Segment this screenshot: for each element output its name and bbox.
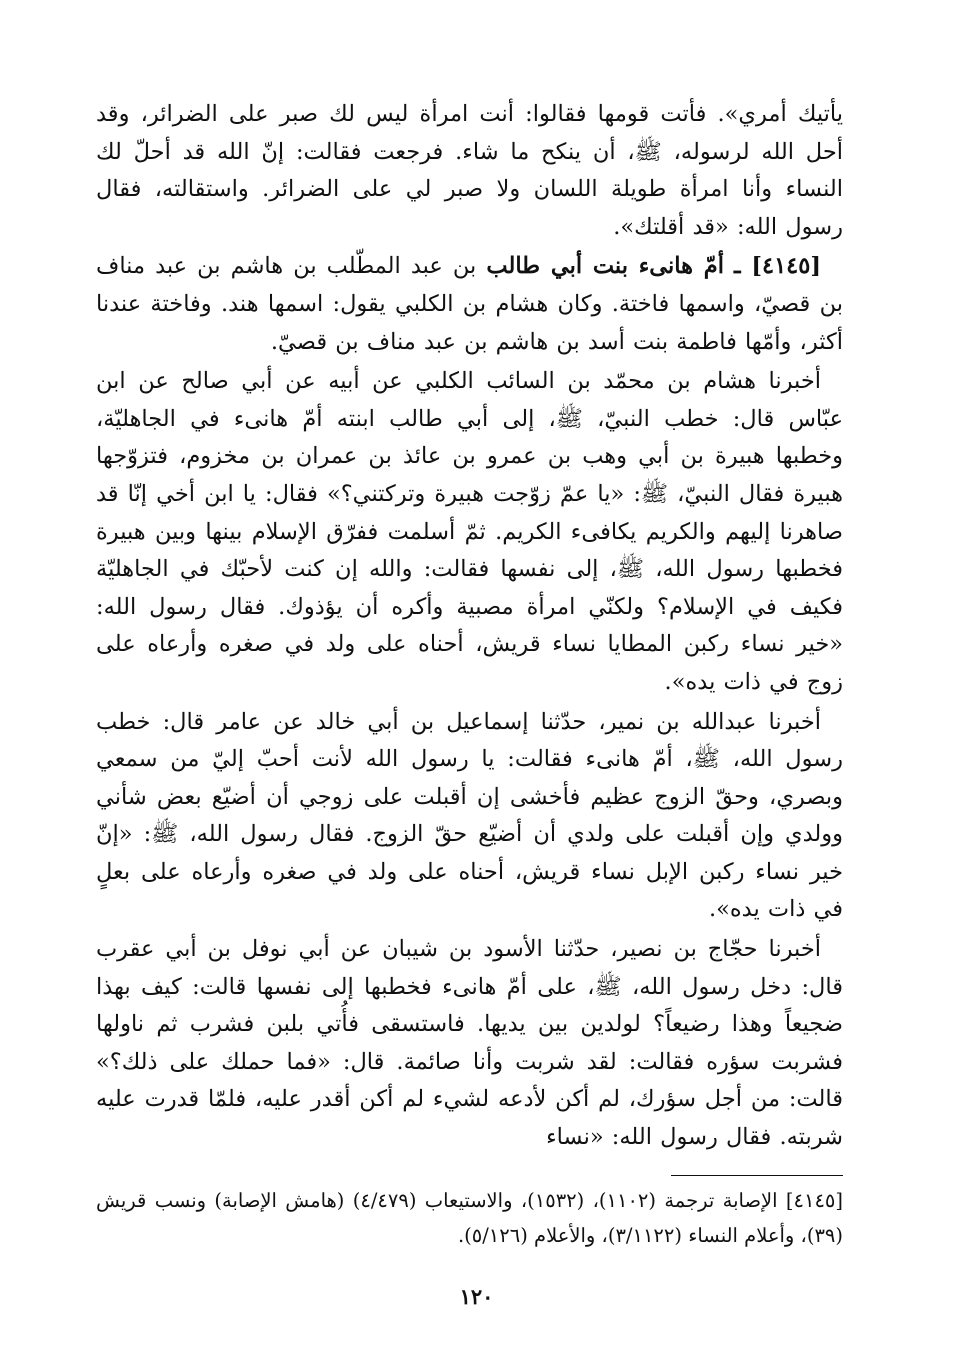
- paragraph-4: أخبرنا عبدالله بن نمير، حدّثنا إسماعيل بن أبي خالد عن عامر قال: خطب رسول الله، ﷺ، أمّ هانىء فقالت: يا رسول الله لأنت أحبّ إليّ من سمعي وبصري، وحقّ الزوج عظيم فأخشى إن أقبلت على زوجي أن أضيّع بعض شأني وولدي وإن أقبلت على ولدي أن أضيّع حقّ الزوج. فقال رسول الله، ﷺ: «إنّ خير نساء ركبن الإبل نساء قريش، أحناه على ولد في صغره وأرعاه على بعلٍ في ذات يده».: [96, 708, 843, 923]
- entry-name: أمّ هانىء بنت أبي طالب: [486, 253, 724, 280]
- paragraph-3: أخبرنا هشام بن محمّد بن السائب الكلبي عن أبيه عن أبي صالح عن ابن عبّاس قال: خطب النبيّ، ﷺ، إلى أبي طالب ابنته أمّ هانىء في الجاهليّة، وخطبها هبيرة بن أبي وهب بن عمرو بن عائذ بن عمران بن مخزوم، فتزوّجها هبيرة فقال النبيّ، ﷺ: «يا عمّ زوّجت هبيرة وتركتني؟» فقال: يا ابن أخي إنّا قد صاهرنا إليهم والكريم يكافىء الكريم. ثمّ أسلمت ففرّق الإسلام بينها وبين هبيرة فخطبها رسول الله، ﷺ، إلى نفسها فقالت: والله إن كنت لأحبّك في الجاهليّة فكيف في الإسلام؟ ولكنّي امرأة مصبية وأكره أن يؤذوك. فقال رسول الله: «خير نساء ركبن المطايا نساء قريش، أحناه على ولد في صغره وأرعاه على زوج في ذات يده».: [96, 368, 843, 695]
- page-body: [96, 96, 843, 1157]
- paragraph-1: يأتيك أمري». فأتت قومها فقالوا: أنت امرأة ليس لك صبر على الضرائر، وقد أحل الله لرسوله، ﷺ، أن ينكح ما شاء. فرجعت فقالت: إنّ الله قد أحلّ لك النساء وأنا امرأة طويلة اللسان ولا صبر لي على الضرائر. واستقالته، فقال رسول الله: «قد أقلتك».: [96, 101, 843, 240]
- footnote: [٤١٤٥] الإصابة ترجمة (١١٠٢)، (١٥٣٢)، والاستيعاب (٤/٤٧٩) (هامش الإصابة) ونسب قريش (٣٩)، وأعلام النساء (٣/١١٢٢)، والأعلام (٥/١٢٦).: [96, 1189, 844, 1247]
- entry-number: [٤١٤٥] ـ: [734, 253, 821, 280]
- page-number: ١٢٠: [459, 1284, 494, 1309]
- paragraph-2-entry: [96, 248, 843, 361]
- entry-text: بن عبد المطّلب بن هاشم بن عبد مناف بن قصيّ، واسمها فاختة. وكان هشام بن الكلبي يقول: اسمها هند. وفاختة عندنا أكثر، وأمّها فاطمة بنت أسد بن هاشم بن عبد مناف بن قصيّ.: [96, 253, 843, 355]
- footnote-divider: [671, 1175, 843, 1176]
- paragraph-5: أخبرنا حجّاج بن نصير، حدّثنا الأسود بن شيبان عن أبي نوفل بن أبي عقرب قال: دخل رسول الله، ﷺ، على أمّ هانىء فخطبها إلى نفسها قالت: كيف بهذا ضجيعاً وهذا رضيعاً؟ لولدين بين يديها. فاستسقى فأُتي بلبن فشرب ثم ناولها فشربت سؤره فقالت: لقد شربت وأنا صائمة. قال: «فما حملك على ذلك؟» قالت: من أجل سؤرك، لم أكن لأدعه لشيء لم أكن أقدر عليه، فلمّا قدرت عليه شربته. فقال رسول الله: «نساء: [96, 936, 843, 1151]
